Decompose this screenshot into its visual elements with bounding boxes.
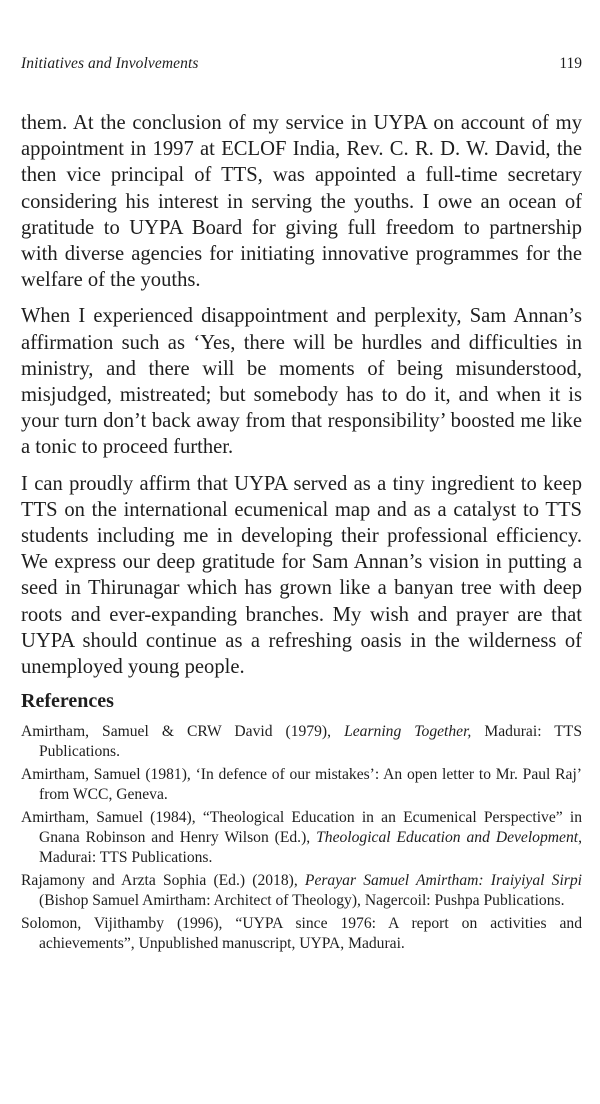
running-header	[21, 55, 582, 79]
reference-text: , Madurai: TTS Publications.	[39, 829, 582, 867]
reference-text: Madurai: TTS Publications.	[39, 723, 582, 761]
reference-title: Theological Education and Development	[316, 829, 579, 847]
reference-item	[21, 722, 582, 763]
page-number: 119	[559, 55, 582, 72]
reference-item	[21, 871, 582, 912]
reference-item	[21, 808, 582, 869]
reference-text: Solomon, Vijithamby (1996), “UYPA since 1976: A report on activities and achievements”, Unpublished manuscript, UYPA, Madurai.	[21, 914, 582, 953]
reference-text: Amirtham, Samuel & CRW David (1979),	[21, 723, 345, 740]
running-title: Initiatives and Involvements	[21, 55, 199, 72]
reference-title: Perayar Samuel Amirtham: Iraiyiyal Sirpi	[304, 871, 582, 889]
reference-text: (Bishop Samuel Amirtham: Architect of Theology), Nagercoil: Pushpa Publications.	[39, 892, 565, 910]
reference-text: Amirtham, Samuel (1984), “Theological Education in an Ecumenical Perspective” in Gnana Robinson and Henry Wilson (Ed.),	[21, 808, 582, 847]
reference-text: Rajamony and Arzta Sophia (Ed.) (2018),	[21, 871, 305, 889]
reference-text: Amirtham, Samuel (1981), ‘In defence of our mistakes’: An open letter to Mr. Paul Raj’ from WCC, Geneva.	[21, 765, 582, 804]
paragraph: When I experienced disappointment and perplexity, Sam Annan’s affirmation such as ‘Yes, there will be hurdles and difficulties in ministry, and there will be moments of being misunderstood, misjudged, mistreated; but somebody has to do it, and when it is your turn don’t back away from that responsibility’ boosted me like a tonic to proceed further.	[21, 305, 582, 459]
references-section	[21, 688, 582, 956]
reference-item	[21, 765, 582, 806]
body-text	[21, 110, 582, 690]
references-heading: References	[21, 690, 114, 712]
paragraph: I can proudly affirm that UYPA served as a tiny ingredient to keep TTS on the international ecumenical map and as a catalyst to TTS students including me in developing their professional efficiency. We express our deep gratitude for Sam Annan’s vision in putting a seed in Thirunagar which has grown like a banyan tree with deep roots and ever-expanding branches. My wish and prayer are that UYPA should continue as a refreshing oasis in the wilderness of unemployed young people.	[21, 472, 582, 679]
reference-item	[21, 914, 582, 955]
reference-title: Learning Together,	[344, 723, 472, 740]
paragraph: them. At the conclusion of my service in UYPA on account of my appointment in 1997 at ECLOF India, Rev. C. R. D. W. David, the then vice principal of TTS, was appointed a full-time secretary considering his interest in serving the youths. I owe an ocean of gratitude to UYPA Board for giving full freedom to partnership with diverse agencies for initiating innovative programmes for the welfare of the youths.	[21, 112, 582, 292]
